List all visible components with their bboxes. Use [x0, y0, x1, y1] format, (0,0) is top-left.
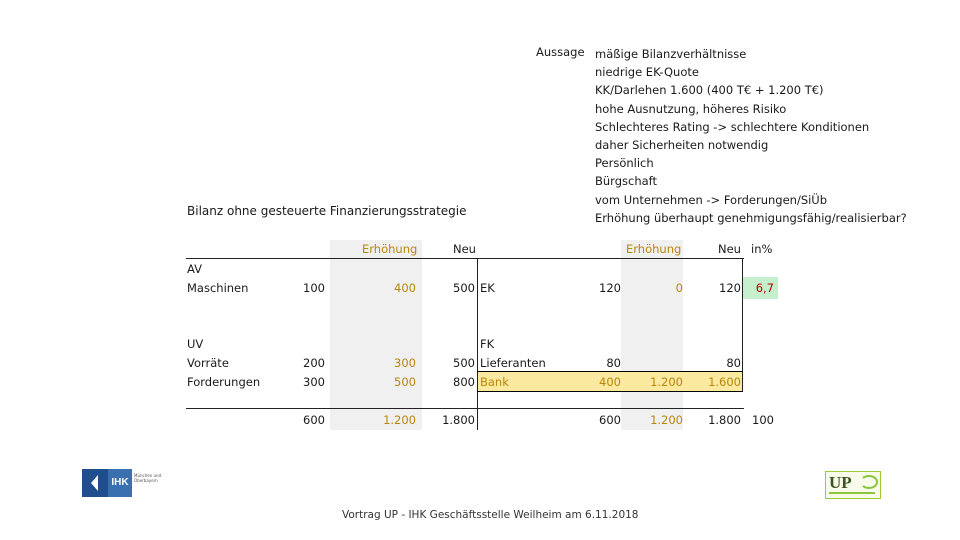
right-header-erhoehung: Erhöhung [626, 242, 682, 256]
maschinen-neu: 500 [453, 281, 475, 295]
up-logo-swoosh-icon [860, 475, 878, 489]
aussage-line: mäßige Bilanzverhältnisse [595, 47, 747, 61]
footer-text: Vortrag UP - IHK Geschäftsstelle Weilheim am 6.11.2018 [342, 509, 639, 521]
fk-label: FK [480, 337, 495, 351]
right-total-neu: 1.800 [708, 413, 741, 427]
page-title: Bilanz ohne gesteuerte Finanzierungsstrategie [187, 204, 467, 218]
forderungen-label: Forderungen [187, 375, 261, 389]
left-total-neu: 1.800 [442, 413, 475, 427]
maschinen-erhoehung: 400 [394, 281, 416, 295]
bank-label: Bank [480, 375, 509, 389]
aussage-line: Persönlich [595, 156, 654, 171]
ihk-logo [82, 469, 168, 497]
bank-bottom-border [477, 391, 743, 392]
aussage-label: Aussage [536, 45, 585, 59]
aussage-line: Bürgschaft [595, 174, 658, 189]
left-header-neu: Neu [453, 242, 476, 256]
maschinen-label: Maschinen [187, 281, 249, 295]
aussage-line: vom Unternehmen -> Forderungen/SiÜb [595, 192, 828, 207]
ihk-logo-text: IHK [108, 469, 132, 497]
vorraete-erhoehung: 300 [394, 356, 416, 370]
right-total-pct: 100 [752, 413, 774, 427]
left-header-erhoehung: Erhöhung [362, 242, 418, 256]
vorraete-neu: 500 [453, 356, 475, 370]
bank-erhoehung: 1.200 [650, 375, 683, 389]
ek-label: EK [480, 281, 495, 295]
aussage-text [595, 45, 907, 227]
bank-neu: 1.600 [708, 375, 741, 389]
lieferanten-neu: 80 [726, 356, 741, 370]
forderungen-erhoehung: 500 [394, 375, 416, 389]
right-header-neu: Neu [718, 242, 741, 256]
aussage-line: Erhöhung überhaupt genehmigungsfähig/realisierbar? [595, 210, 907, 225]
bank-value: 400 [599, 375, 621, 389]
aussage-line: KK/Darlehen 1.600 (400 T€ + 1.200 T€) [595, 83, 824, 98]
ihk-logo-subtext: München und Oberbayern [134, 473, 162, 483]
right-total-value: 600 [599, 413, 621, 427]
ek-neu: 120 [719, 281, 741, 295]
up-logo-text: UP [829, 473, 852, 492]
header-rule [186, 258, 744, 259]
av-label: AV [187, 262, 202, 276]
bank-top-border [477, 371, 743, 372]
right-erhoehung-column-shade [621, 240, 683, 430]
forderungen-neu: 800 [453, 375, 475, 389]
lieferanten-label: Lieferanten [480, 356, 546, 370]
right-total-erhoehung: 1.200 [650, 413, 683, 427]
left-total-value: 600 [303, 413, 325, 427]
ek-erhoehung: 0 [675, 281, 683, 295]
left-erhoehung-column-shade [330, 240, 422, 430]
ek-value: 120 [599, 281, 621, 295]
t-account-divider [477, 258, 478, 430]
vorraete-value: 200 [303, 356, 325, 370]
right-total-rule [478, 408, 744, 409]
aussage-line: hohe Ausnutzung, höheres Risiko [595, 101, 787, 116]
lieferanten-value: 80 [606, 356, 621, 370]
ihk-logo-mark [82, 469, 108, 497]
ek-pct: 6,7 [755, 281, 774, 295]
maschinen-value: 100 [303, 281, 325, 295]
aussage-line: daher Sicherheiten notwendig [595, 138, 769, 153]
uv-label: UV [187, 337, 204, 351]
forderungen-value: 300 [303, 375, 325, 389]
left-total-rule [186, 408, 478, 409]
aussage-line: Schlechteres Rating -> schlechtere Konditionen [595, 119, 870, 134]
right-header-pct: in% [751, 242, 773, 256]
left-total-erhoehung: 1.200 [383, 413, 416, 427]
vorraete-label: Vorräte [187, 356, 229, 370]
aussage-line: niedrige EK-Quote [595, 65, 699, 80]
up-logo [825, 471, 881, 499]
